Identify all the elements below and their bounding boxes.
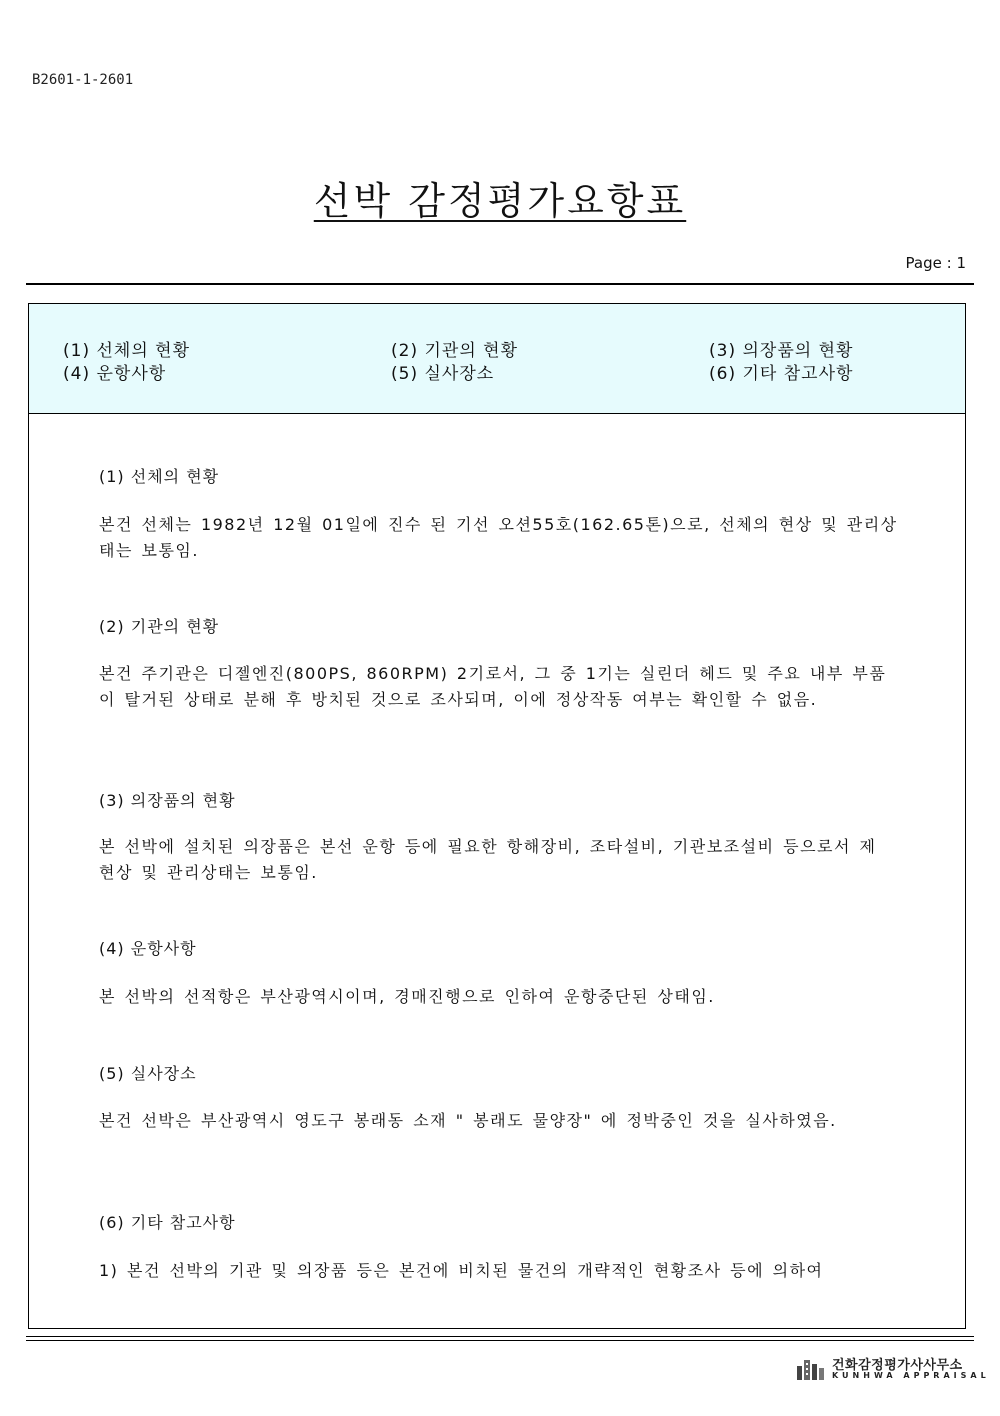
section-body: 1) 본건 선박의 기관 및 의장품 등은 본건에 비치된 물건의 개략적인 현황조사 등에 의하여 (99, 1261, 824, 1280)
company-logo (796, 1354, 990, 1384)
section-heading: (6) 기타 참고사항 (99, 1213, 236, 1232)
section-body: 본건 선박은 부산광역시 영도구 봉래동 소재 " 봉래도 물양장" 에 정박중인 것을 실사하였음. (99, 1111, 837, 1130)
bottom-divider (26, 1340, 974, 1341)
section-body: 본건 주기관은 디젤엔진(800PS, 860RPM) 2기로서, 그 중 1기는 실린더 헤드 및 주요 내부 부품이 탈거된 상태로 분해 후 방치된 것으로 조사되며, 이에 정상작동 여부는 확인할 수 없음. (99, 664, 887, 709)
section-heading: (2) 기관의 현황 (99, 617, 220, 636)
index-box (29, 304, 965, 414)
company-name-en: KUNHWA APPRAISAL (832, 1371, 990, 1380)
section-heading: (4) 운항사항 (99, 939, 197, 958)
index-item: (1) 선체의 현황 (63, 341, 190, 361)
index-item: (2) 기관의 현황 (391, 341, 518, 361)
section-heading: (3) 의장품의 현황 (99, 791, 236, 810)
section-heading: (5) 실사장소 (99, 1064, 197, 1083)
document-code: B2601-1-2601 (32, 72, 134, 88)
section-body: 본 선박의 선적항은 부산광역시이며, 경매진행으로 인하여 운항중단된 상태임. (99, 987, 715, 1006)
section-body: 본 선박에 설치된 의장품은 본선 운항 등에 필요한 항해장비, 조타설비, 기관보조설비 등으로서 제 현상 및 관리상태는 보통임. (99, 837, 877, 882)
section-heading: (1) 선체의 현황 (99, 467, 220, 486)
building-icon (796, 1356, 826, 1380)
content-frame (28, 303, 966, 1329)
page-number: Page : 1 (905, 254, 966, 272)
index-item: (3) 의장품의 현황 (709, 341, 854, 361)
section-body: 본건 선체는 1982년 12월 01일에 진수 된 기선 오션55호(162.65톤)으로, 선체의 현상 및 관리상태는 보통임. (99, 515, 898, 560)
top-divider (26, 283, 974, 285)
index-item: (4) 운항사항 (63, 364, 167, 384)
index-item: (6) 기타 참고사항 (709, 364, 854, 384)
company-name: 건화감정평가사사무소 (832, 1358, 963, 1373)
index-item: (5) 실사장소 (391, 364, 495, 384)
bottom-divider (26, 1336, 974, 1337)
page-title: 선박 감정평가요항표 (313, 179, 687, 223)
